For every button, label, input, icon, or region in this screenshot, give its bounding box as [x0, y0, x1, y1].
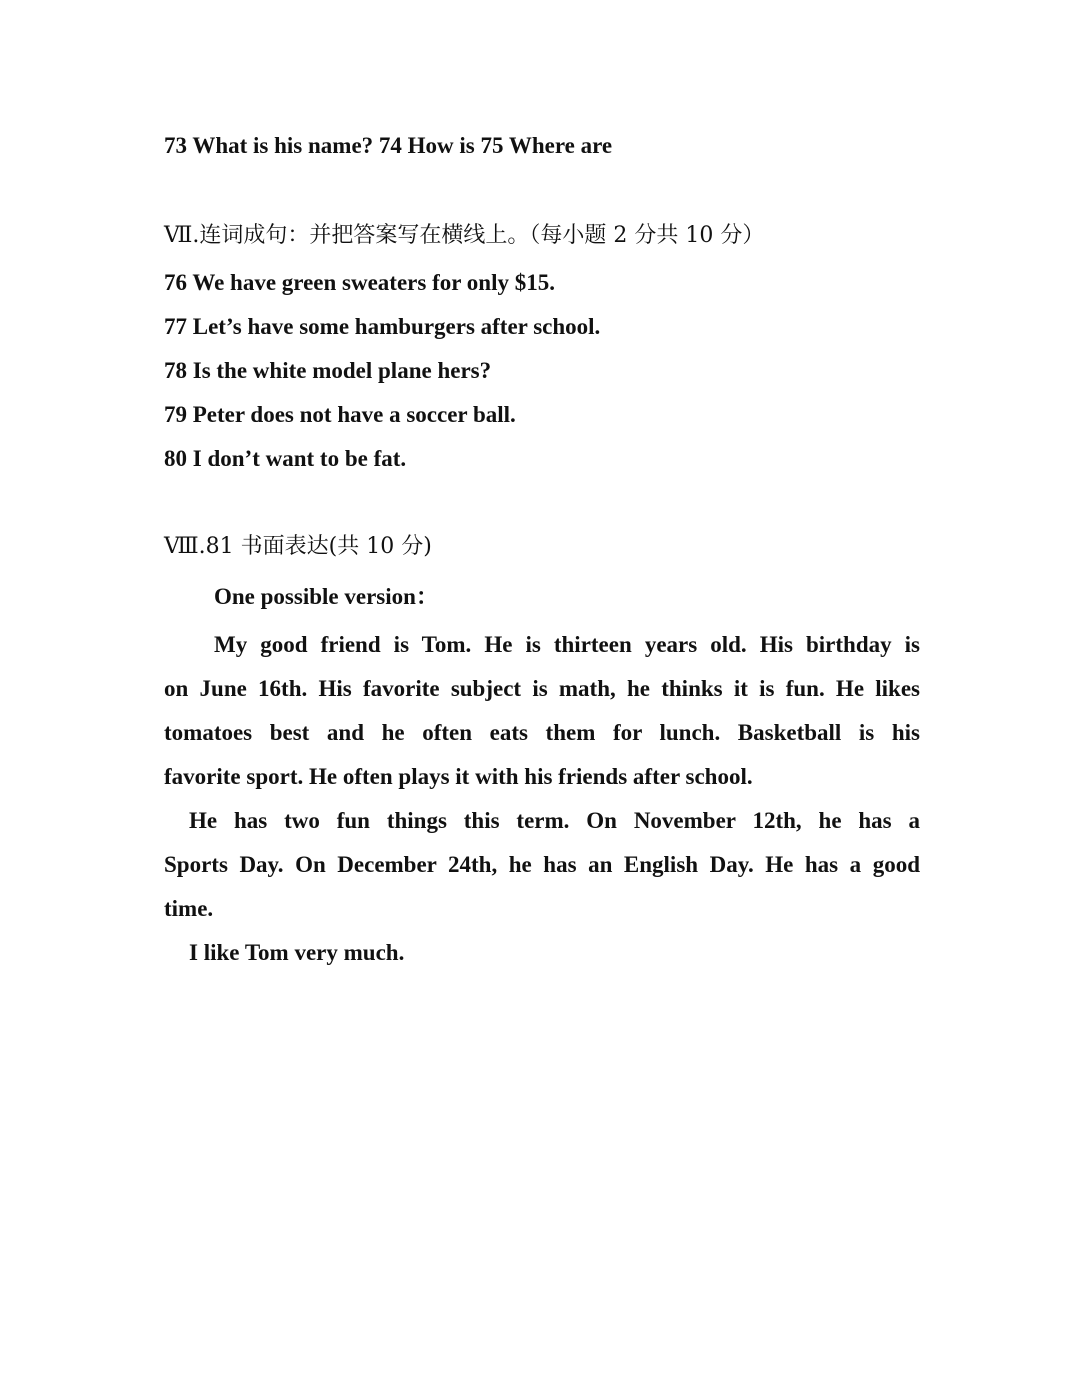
section-viii-title: 81 书面表达(共 10 分) [205, 534, 432, 559]
answer-78: 78 Is the white model plane hers? [164, 358, 492, 383]
essay-p2-line1: He has two fun things this term. On November 12th, he has a [189, 808, 920, 833]
essay-p1-line2: on June 16th. His favorite subject is math, he thinks it is fun. He likes [164, 676, 920, 701]
answer-79: 79 Peter does not have a soccer ball. [164, 402, 516, 427]
section-vii-numeral: Ⅶ. [164, 223, 200, 248]
section-viii-header [164, 532, 432, 562]
section-vii-header [164, 221, 764, 251]
section-vii-title: 连词成句：并把答案写在横线上。（每小题 2 分共 10 分） [199, 223, 765, 248]
essay-closing: I like Tom very much. [189, 940, 405, 965]
answer-77: 77 Let’s have some hamburgers after school. [164, 314, 601, 339]
essay-p1-line3: tomatoes best and he often eats them for lunch. Basketball is his [164, 720, 920, 745]
answers-73-75: 73 What is his name? 74 How is 75 Where are [164, 133, 613, 158]
answer-76: 76 We have green sweaters for only $15. [164, 270, 555, 295]
essay-p2-line2: Sports Day. On December 24th, he has an English Day. He has a good [164, 852, 920, 877]
essay-p1-line4: favorite sport. He often plays it with his friends after school. [164, 764, 753, 789]
essay-p2-line3: time. [164, 896, 214, 921]
section-viii-numeral: Ⅷ. [164, 534, 206, 559]
essay-subtitle: One possible version： [214, 584, 439, 609]
answer-80: 80 I don’t want to be fat. [164, 446, 407, 471]
essay-p1-line1: My good friend is Tom. He is thirteen years old. His birthday is [214, 632, 920, 657]
